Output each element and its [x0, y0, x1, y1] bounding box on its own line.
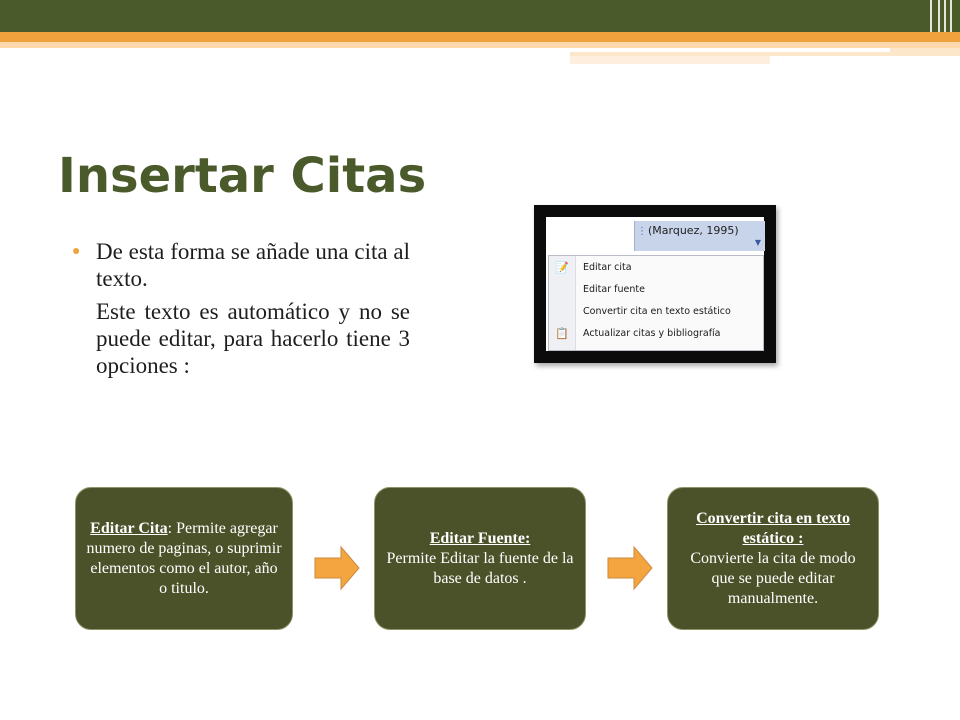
slide-title: Insertar Citas — [58, 148, 427, 204]
drag-handle-icon: ⋮ — [637, 226, 647, 237]
slide-body — [72, 238, 410, 379]
bullet-text: De esta forma se añade una cita al texto. — [96, 239, 410, 291]
context-menu — [548, 255, 764, 351]
edit-citation-icon: 📝 — [555, 262, 569, 274]
step-heading: Editar Cita — [90, 519, 168, 537]
header-band-white — [570, 48, 890, 52]
step-text — [86, 519, 282, 599]
menu-item-convertir — [549, 302, 763, 322]
body-paragraph: Este texto es automático y no se puede editar, para hacerlo tiene 3 opciones : — [96, 299, 410, 378]
step-box-editar-fuente — [374, 487, 586, 630]
step-description: : Permite agregar numero de paginas, o suprimir elementos como el autor, año o titulo. — [86, 519, 282, 597]
step-heading: Convertir cita en texto estático : — [696, 509, 850, 547]
menu-item-editar-cita — [549, 258, 763, 278]
header-band-orange — [0, 32, 960, 42]
menu-item-label: Convertir cita en texto estático — [583, 306, 731, 317]
screenshot-canvas — [546, 217, 764, 351]
menu-item-label: Actualizar citas y bibliografía — [583, 328, 721, 339]
bullet-icon: ● — [72, 244, 81, 259]
header-stripe — [938, 0, 940, 32]
header-band-dark — [0, 0, 960, 32]
menu-item-editar-fuente — [549, 280, 763, 300]
header-stripe — [950, 0, 952, 32]
step-box-convertir — [667, 487, 879, 630]
citation-field — [634, 221, 765, 251]
step-description: Convierte la cita de modo que se puede editar manualmente. — [690, 549, 856, 607]
menu-item-label: Editar fuente — [583, 284, 645, 295]
dropdown-arrow-icon: ▼ — [754, 238, 761, 247]
step-description: Permite Editar la fuente de la base de datos . — [386, 549, 574, 587]
header-stripe — [930, 0, 932, 32]
flow-arrow-icon — [314, 545, 360, 591]
step-box-editar-cita — [75, 487, 293, 630]
citation-text: (Marquez, 1995) — [648, 224, 739, 237]
citation-menu-screenshot — [534, 205, 776, 363]
header-band-peach — [570, 56, 770, 64]
header-stripe — [944, 0, 946, 32]
update-citations-icon: 📋 — [555, 328, 569, 340]
step-heading: Editar Fuente: — [429, 529, 531, 547]
menu-item-label: Editar cita — [583, 262, 632, 273]
menu-item-actualizar — [549, 324, 763, 344]
flow-arrow-icon — [607, 545, 653, 591]
bullet-item — [72, 238, 410, 292]
